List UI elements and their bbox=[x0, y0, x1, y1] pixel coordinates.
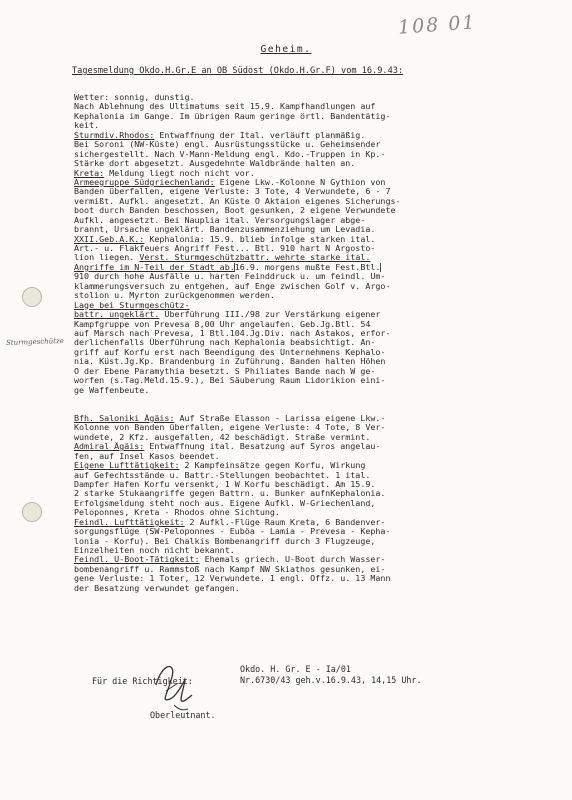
text-line: sichergestellt. Nach V-Mann-Meldung engl. Kdo.-Truppen in Kp.- bbox=[74, 149, 386, 159]
text-line bbox=[74, 301, 550, 310]
text-line: griff auf Korfu erst nach Beendigung des Unternehmens Kephalo- bbox=[74, 347, 386, 357]
certification-label: Für die Richtigkeit: bbox=[92, 676, 193, 686]
text-line: bombenangriff u. Rammstoß nach Kampf NW Skiathos gesunken, ei- bbox=[74, 564, 386, 574]
text-line: brannt, Ursache ungeklärt. Bandenzusammenziehung um Levadia. bbox=[74, 225, 376, 235]
text-line: Feindl. U-Boot-Tätigkeit: Ehemals griech. U-Boot durch Wasser- bbox=[74, 555, 386, 565]
section-heading: XXII.Geb.A.K.: bbox=[74, 234, 145, 244]
underlined-phrase: battr. ungeklärt. bbox=[74, 310, 160, 320]
text-line: lonia - Korfu). Bei Chalkis Bombenangriff durch 3 Flugzeuge, bbox=[74, 536, 376, 546]
text-line bbox=[74, 404, 550, 413]
text-line: Aufkl. angesetzt. Bei Nauplia ital. Versorgungslager abge- bbox=[74, 215, 366, 225]
text-line: Kephalonia im Gange. Im übrigen Raum geringe örtl. Bandentätig- bbox=[74, 111, 391, 121]
sender-block bbox=[240, 664, 422, 685]
section-heading: Kreta: bbox=[74, 168, 105, 178]
section-heading: Feindl. Lufttätigkeit: bbox=[74, 517, 185, 527]
text-line: Art.- u. Flakfeuers Angriff Fest... Btl. 910 hart N Argosto- bbox=[74, 244, 376, 253]
text-line: nia. Küst.Jg.Kp. Brandenburg in Zuführung. Banden halten Höhen bbox=[74, 357, 386, 367]
boxed-phrase: 16.9. morgens mußte Fest.Btl. bbox=[234, 262, 381, 272]
text-line: Kampfgruppe von Prevesa 8,00 Uhr angelaufen. Geb.Jg.Btl. 54 bbox=[74, 319, 371, 329]
text-line: Erfolgsmeldung steht noch aus. Eigene Aufkl. W-Griechenland, bbox=[74, 498, 376, 508]
text-line: wundete, 2 Kfz. ausgefallen, 42 beschädigt. Straße vermint. bbox=[74, 432, 371, 442]
text-line bbox=[74, 395, 550, 404]
document-title: Geheim. bbox=[260, 44, 312, 55]
text-line bbox=[74, 263, 550, 272]
punch-hole bbox=[22, 502, 42, 522]
text-line: XXII.Geb.A.K.: Kephalonia: 15.9. blieb infolge starken ital. bbox=[74, 234, 376, 244]
underlined-phrase: Verst. Sturmgeschützbattr. wehrte starke ital. bbox=[139, 253, 371, 263]
section-heading: Admiral Ägäis: bbox=[74, 442, 145, 452]
text-line: Einzelheiten noch nicht bekannt. bbox=[74, 546, 235, 555]
signer-rank: Oberleutnant. bbox=[150, 710, 216, 720]
underlined-phrase: Angriffe im N-Teil der Stadt ab. bbox=[74, 262, 235, 272]
section-heading: Eigene Lufttätigkeit: bbox=[74, 461, 180, 471]
handwritten-signature bbox=[148, 655, 208, 715]
text-line: Eigene Lufttätigkeit: 2 Kampfeinsätze gegen Korfu, Wirkung bbox=[74, 461, 366, 471]
report-body bbox=[74, 93, 550, 593]
text-line: Stärke dort abgesetzt. Ausgedehnte Waldbrände halten an. bbox=[74, 159, 356, 169]
text-line: klammerungsversuch zu entgehen, auf Enge zwischen Golf v. Argo- bbox=[74, 281, 391, 291]
text-line: keit. bbox=[74, 121, 100, 131]
text-line: sorgungsflüge (SW-Peloponnes - Euböa - Lamia - Prevesa - Kepha- bbox=[74, 527, 391, 537]
section-heading: Armeegruppe Südgriechenland: bbox=[74, 177, 215, 187]
sender-office: Okdo. H. Gr. E - Ia/01 bbox=[240, 664, 351, 674]
text-line: Kreta: Meldung liegt noch nicht vor. bbox=[74, 168, 255, 178]
text-line: gene Verluste: 1 Toter, 12 Verwundete. 1 engl. Offz. u. 13 Mann bbox=[74, 574, 391, 584]
text-line: ge Waffenbeute. bbox=[74, 385, 150, 395]
section-heading: Sturmdiv.Rhodos: bbox=[74, 130, 155, 140]
text-line: 910 durch hohe Ausfälle u. harten Feinddruck u. um feindl. Um- bbox=[74, 272, 386, 282]
section-heading: Bfh. Saloniki Ägäis: bbox=[74, 413, 175, 423]
text-line: boot durch Banden beschossen, Boot gesunken, 2 eigene Verwundete bbox=[74, 206, 396, 216]
text-line: Banden überfallen, eigene Verluste: 3 Tote, 4 Verwundete, 6 - 7 bbox=[74, 187, 391, 197]
document-subject: Tagesmeldung Okdo.H.Gr.E an OB Südost (Okdo.H.Gr.F) vom 16.9.43: bbox=[72, 66, 404, 76]
text-line: der Besatzung verwundet gefangen. bbox=[74, 583, 240, 593]
text-line: vermißt. Aufkl. angesetzt. An Küste O Aktaion eigenes Sicherungs- bbox=[74, 196, 401, 206]
text-line: fen, auf Insel Kasos beendet. bbox=[74, 451, 220, 461]
underlined-phrase: Lage bei Sturmgeschütz- bbox=[74, 300, 190, 310]
text-line: Bfh. Saloniki Ägäis: Auf Straße Elasson - Larissa eigene Lkw.- bbox=[74, 413, 386, 423]
section-heading: Feindl. U-Boot-Tätigkeit: bbox=[74, 555, 200, 565]
text-line: Peloponnes, Kreta - Rhodos ohne Sichtung. bbox=[74, 508, 280, 518]
text-line: stolion u. Myrton zurückgenommen werden. bbox=[74, 291, 275, 301]
text-line: Armeegruppe Südgriechenland: Eigene Lkw.-Kolonne N Gythion von bbox=[74, 177, 386, 187]
text-line: lion liegen. Verst. Sturmgeschützbattr. wehrte starke ital. bbox=[74, 253, 371, 263]
text-line: Sturmdiv.Rhodos: Entwaffnung der Ital. verläuft planmäßig. bbox=[74, 130, 366, 140]
text-line: Feindl. Lufttätigkeit: 2 Aufkl.-Flüge Raum Kreta, 6 Bandenver- bbox=[74, 517, 386, 527]
text-line: Kolonne von Banden überfallen, eigene Verluste: 4 Tote, 8 Ver- bbox=[74, 423, 386, 433]
text-line: 2 starke Stukaangriffe gegen Battrn. u. Bunker aufnKephalonia. bbox=[74, 489, 386, 499]
text-line: Bei Soroni (NW-Küste) engl. Ausrüstungsstücke u. Geheimsender bbox=[74, 140, 381, 150]
text-line: derlichenfalls Überführung nach Kephalonia beabsichtigt. An- bbox=[74, 338, 376, 348]
archive-number: 108 01 bbox=[396, 11, 477, 39]
text-line: Wetter: sonnig, dunstig. bbox=[74, 93, 195, 102]
text-line: battr. ungeklärt. Überführung III./98 zur Verstärkung eigener bbox=[74, 310, 381, 320]
text-line: auf Gefechtsstände u. Battr.-Stellungen beobachtet. 1 ital. bbox=[74, 470, 371, 480]
margin-note: Sturmgeschütze bbox=[5, 336, 65, 348]
text-line: worfen (s.Tag.Meld.15.9.), Bei Säuberung Raum Lidorikion eini- bbox=[74, 376, 386, 386]
text-line: Nach Ablehnung des Ultimatums seit 15.9. Kampfhandlungen auf bbox=[74, 102, 376, 112]
sender-reference: Nr.6730/43 geh.v.16.9.43, 14,15 Uhr. bbox=[240, 674, 422, 685]
punch-hole bbox=[22, 287, 42, 307]
text-line: auf Marsch nach Prevesa, 1 Btl.104.Jg.Div. nach Astakos, erfor- bbox=[74, 328, 391, 338]
text-line: Dampfer Hafen Korfu versenkt, 1 W Korfu beschädigt. Am 15.9. bbox=[74, 479, 376, 489]
text-line: Admiral Ägäis: Entwaffnung ital. Besatzung auf Syros angelau- bbox=[74, 442, 381, 452]
text-line: O der Ebene Paramythia besetzt. S Philiates Bande nach W ge- bbox=[74, 366, 376, 376]
